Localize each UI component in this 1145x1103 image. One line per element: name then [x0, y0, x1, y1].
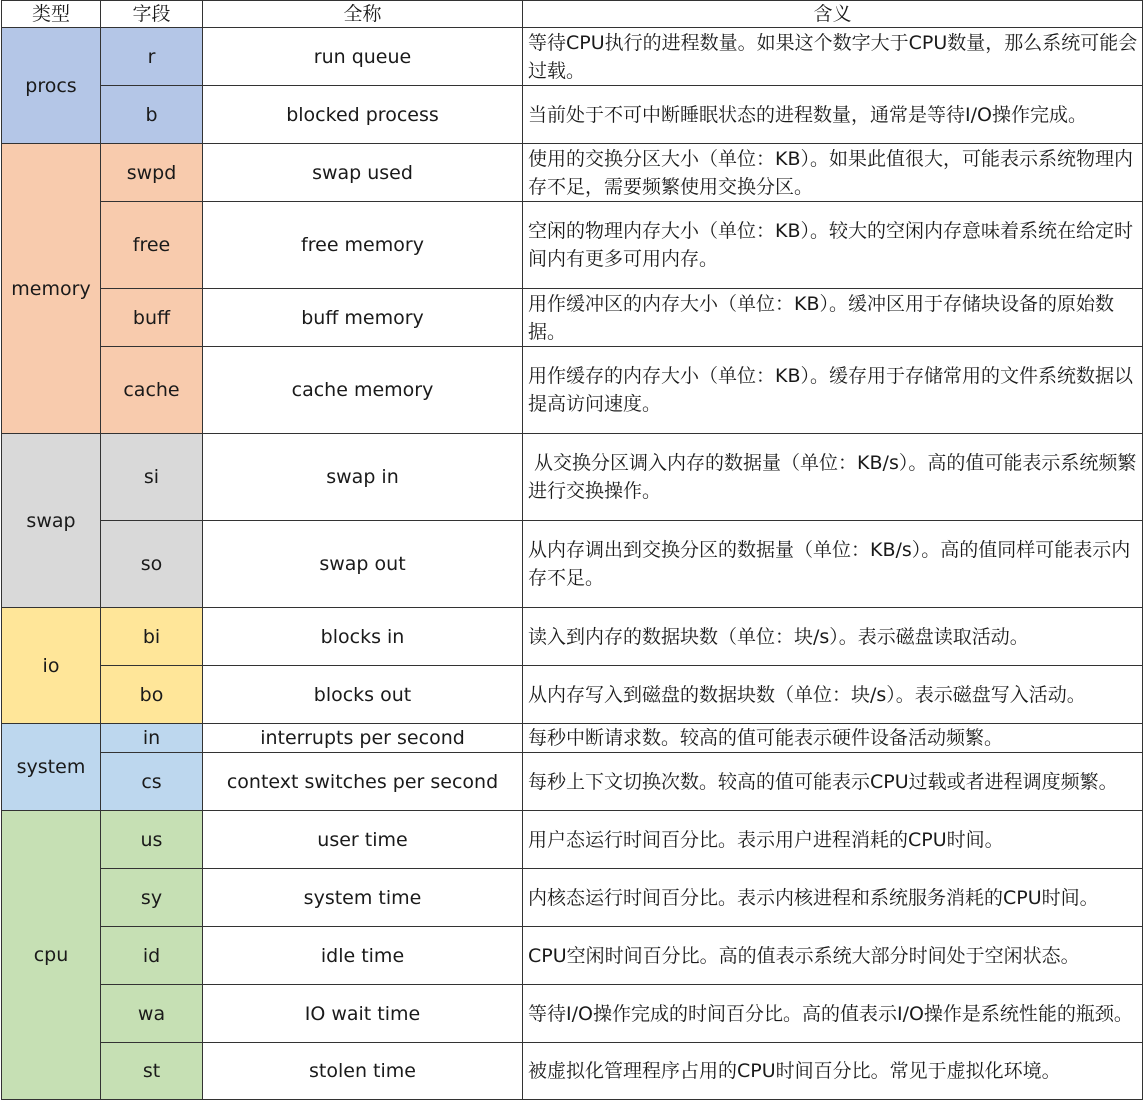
full-name-cell: user time [203, 811, 523, 869]
table-row [2, 869, 1143, 927]
table-row [2, 724, 1143, 753]
field-cell: sy [101, 869, 203, 927]
meaning-cell: 每秒上下文切换次数。较高的值可能表示CPU过载或者进程调度频繁。 [523, 753, 1143, 811]
full-name-cell: idle time [203, 927, 523, 985]
field-cell: cache [101, 347, 203, 434]
field-cell: r [101, 28, 203, 86]
full-name-cell: buff memory [203, 289, 523, 347]
full-name-cell: context switches per second [203, 753, 523, 811]
type-cell-memory: memory [2, 144, 101, 434]
table-row [2, 753, 1143, 811]
header-meaning: 含义 [523, 1, 1143, 28]
table-row [2, 289, 1143, 347]
header-row [2, 1, 1143, 28]
meaning-cell: 用作缓存的内存大小（单位：KB）。缓存用于存储常用的文件系统数据以提高访问速度。 [523, 347, 1143, 434]
full-name-cell: run queue [203, 28, 523, 86]
header-full-name: 全称 [203, 1, 523, 28]
field-cell: wa [101, 985, 203, 1043]
header-field: 字段 [101, 1, 203, 28]
meaning-cell: 读入到内存的数据块数（单位：块/s）。表示磁盘读取活动。 [523, 608, 1143, 666]
meaning-cell: 使用的交换分区大小（单位：KB）。如果此值很大，可能表示系统物理内存不足，需要频繁使用交换分区。 [523, 144, 1143, 202]
table-row [2, 608, 1143, 666]
field-cell: bi [101, 608, 203, 666]
meaning-cell: 用作缓冲区的内存大小（单位：KB）。缓冲区用于存储块设备的原始数据。 [523, 289, 1143, 347]
table-row [2, 666, 1143, 724]
field-cell: us [101, 811, 203, 869]
table-row [2, 28, 1143, 86]
type-cell-swap: swap [2, 434, 101, 608]
field-cell: free [101, 202, 203, 289]
full-name-cell: cache memory [203, 347, 523, 434]
field-cell: swpd [101, 144, 203, 202]
field-cell: si [101, 434, 203, 521]
table-row [2, 1043, 1143, 1100]
meaning-cell: CPU空闲时间百分比。高的值表示系统大部分时间处于空闲状态。 [523, 927, 1143, 985]
meaning-cell: 当前处于不可中断睡眠状态的进程数量，通常是等待I/O操作完成。 [523, 86, 1143, 144]
meaning-cell: 每秒中断请求数。较高的值可能表示硬件设备活动频繁。 [523, 724, 1143, 753]
full-name-cell: swap used [203, 144, 523, 202]
full-name-cell: free memory [203, 202, 523, 289]
table-row [2, 811, 1143, 869]
full-name-cell: stolen time [203, 1043, 523, 1100]
meaning-cell: 等待CPU执行的进程数量。如果这个数字大于CPU数量，那么系统可能会过载。 [523, 28, 1143, 86]
meaning-cell: 从交换分区调入内存的数据量（单位：KB/s）。高的值可能表示系统频繁进行交换操作。 [523, 434, 1143, 521]
meaning-cell: 用户态运行时间百分比。表示用户进程消耗的CPU时间。 [523, 811, 1143, 869]
table-row [2, 521, 1143, 608]
field-cell: bo [101, 666, 203, 724]
full-name-cell: interrupts per second [203, 724, 523, 753]
field-cell: id [101, 927, 203, 985]
table-row [2, 434, 1143, 521]
field-cell: cs [101, 753, 203, 811]
full-name-cell: system time [203, 869, 523, 927]
type-cell-system: system [2, 724, 101, 811]
table-row [2, 985, 1143, 1043]
table-row [2, 86, 1143, 144]
full-name-cell: blocks out [203, 666, 523, 724]
field-cell: b [101, 86, 203, 144]
field-cell: st [101, 1043, 203, 1100]
vmstat-fields-table [1, 0, 1143, 1100]
table-row [2, 347, 1143, 434]
full-name-cell: IO wait time [203, 985, 523, 1043]
type-cell-procs: procs [2, 28, 101, 144]
meaning-cell: 从内存调出到交换分区的数据量（单位：KB/s）。高的值同样可能表示内存不足。 [523, 521, 1143, 608]
type-cell-io: io [2, 608, 101, 724]
meaning-cell: 从内存写入到磁盘的数据块数（单位：块/s）。表示磁盘写入活动。 [523, 666, 1143, 724]
table-row [2, 927, 1143, 985]
meaning-cell: 被虚拟化管理程序占用的CPU时间百分比。常见于虚拟化环境。 [523, 1043, 1143, 1100]
field-cell: so [101, 521, 203, 608]
full-name-cell: blocked process [203, 86, 523, 144]
meaning-cell: 空闲的物理内存大小（单位：KB）。较大的空闲内存意味着系统在给定时间内有更多可用内存。 [523, 202, 1143, 289]
field-cell: buff [101, 289, 203, 347]
meaning-cell: 等待I/O操作完成的时间百分比。高的值表示I/O操作是系统性能的瓶颈。 [523, 985, 1143, 1043]
type-cell-cpu: cpu [2, 811, 101, 1100]
full-name-cell: blocks in [203, 608, 523, 666]
field-cell: in [101, 724, 203, 753]
header-type: 类型 [2, 1, 101, 28]
meaning-cell: 内核态运行时间百分比。表示内核进程和系统服务消耗的CPU时间。 [523, 869, 1143, 927]
full-name-cell: swap in [203, 434, 523, 521]
table-row [2, 144, 1143, 202]
full-name-cell: swap out [203, 521, 523, 608]
table-row [2, 202, 1143, 289]
